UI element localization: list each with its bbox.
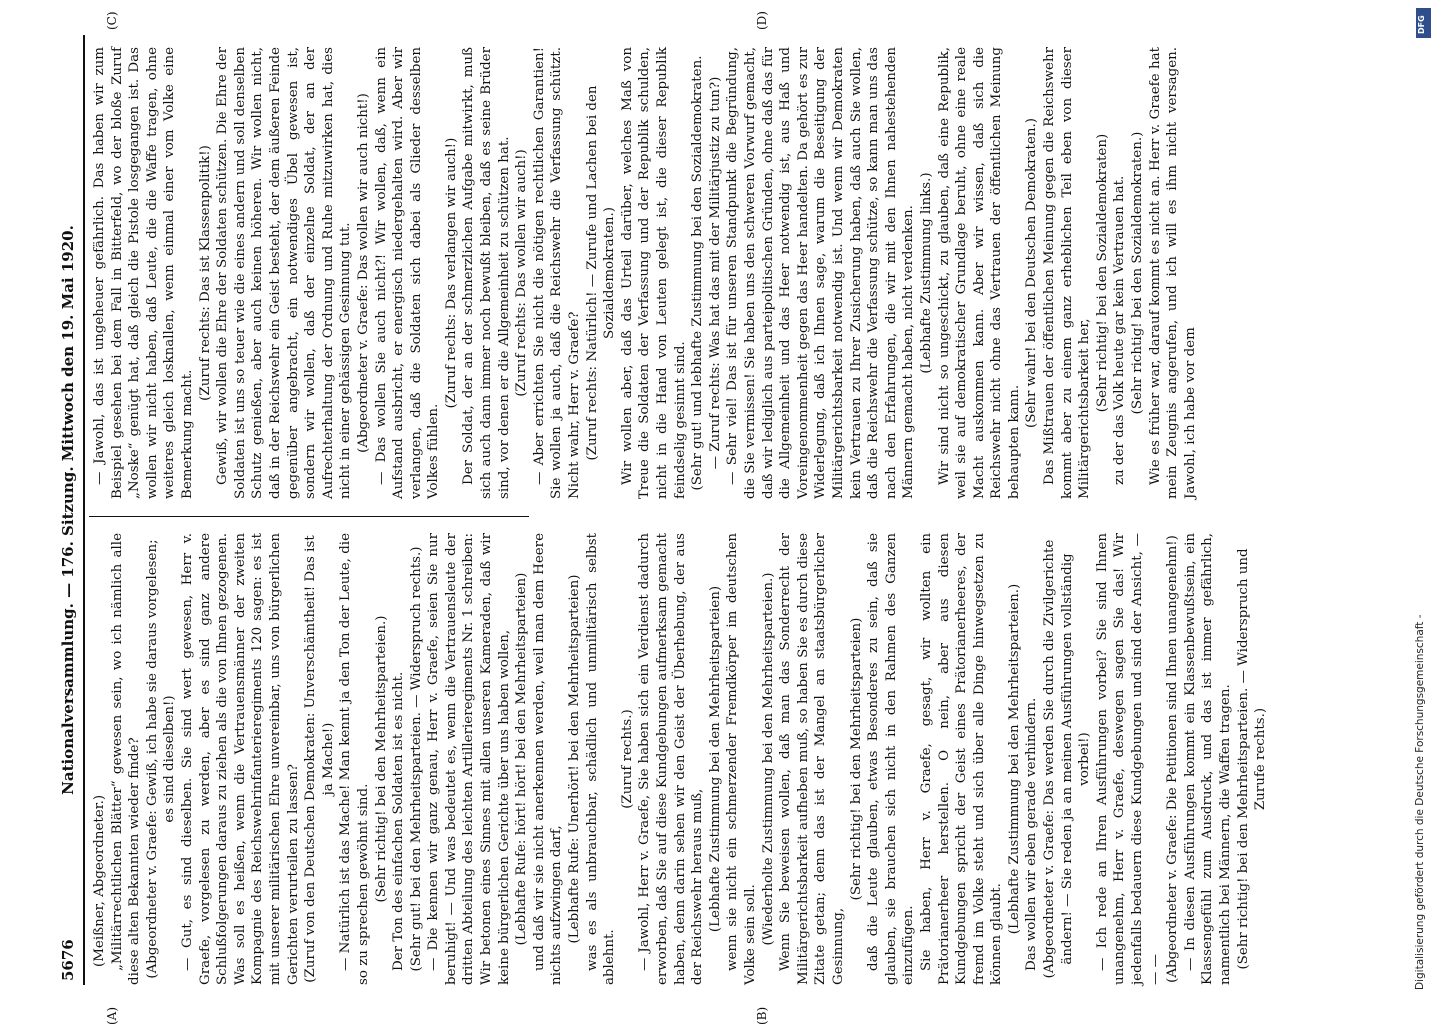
paragraph: — Sehr viel! Das ist für unseren Standpunkt die Begründung, die Sie vermissen! Sie haben uns den schweren Vorwurf gemacht, daß wir lediglich aus parteipolitischen Gründen, ohne daß das für die Allgemeinheit und das Heer notwendig ist, aus Haß und Voreingenommenheit gegen das Heer handelten. Da gehört es zur Widerlegung, daß ich Ihnen sage, warum die Beseitigung der Militärgerichtsbarkeit notwendig ist. Und wenn wir Demokraten kein Vertrauen zu Ihrer Zusicherung haben, daß auch Sie wollen, daß die Reichswehr die Verfassung schütze, so kann man uns das nach den Erfahrungen, die wir mit den Ihnen nahestehenden Männern gemacht haben, nicht verdenken.	[725, 47, 917, 499]
page-title: Nationalversammlung. — 176. Sitzung. Mittwoch den 19. Mai 1920.	[59, 225, 77, 795]
paragraph: — Jawohl, Herr v. Graefe, Sie haben sich ein Verdienst dadurch erworben, daß Sie auf diese Kundgebungen aufmerksam gemacht haben, denn darin sehen wir den Geist der Überhebung, der aus der Reichswehr heraus muß,	[637, 533, 706, 985]
interjection: (Lebhafte Zustimmung bei den Mehrheitsparteien)	[707, 585, 723, 933]
right-column	[91, 47, 1199, 499]
paragraph: Das wollen wir eben gerade verhindern.	[1024, 697, 1040, 971]
interjection: (Zuruf rechts: Natürlich! — Zurufe und Lachen bei den Sozialdemokraten.)	[584, 85, 618, 461]
interjection: (Zuruf von den Deutschen Demokraten: Unverschämtheit! Das ist ja Mache!)	[303, 535, 336, 983]
interjection: (Abgeordneter v. Graefe: Das wollen wir auch nicht!)	[355, 93, 371, 453]
paragraph: „Militärrechtlichen Blätter“ gewesen sein, wo ich nämlich alle diese alten Bekannten wieder finde?	[109, 533, 143, 985]
left-column	[91, 533, 1270, 985]
interjection: (Sehr richtig! bei den Sozialdemokraten)	[1094, 133, 1110, 413]
paragraph: — Die kennen wir ganz genau, Herr v. Graefe, seien Sie nur beruhigt! — Und was bedeutet es, wenn die Vertrauensleute der dritten Abteilung des leichten Artillerieregiments Nr. 1 schreiben: Wir betonen eines Sinnes mit allen unseren Kameraden, daß wir keine bürgerlichen Gerichte über uns haben wollen,	[426, 533, 512, 985]
paragraph: wenn sie nicht ein schmerzender Fremdkörper im deutschen Volke sein soll.	[725, 533, 758, 985]
interjection: (Sehr richtig! bei den Mehrheitsparteien. — Widerspruch und Zurufe rechts.)	[1235, 548, 1269, 970]
paragraph: — Aber errichten Sie nicht die nötigen rechtlichen Garantien! Sie wollen ja auch, daß die Reichswehr die Verfassung schützt. Nicht wahr, Herr v. Graefe?	[531, 47, 583, 499]
paragraph: (Meißner, Abgeordneter.)	[92, 794, 107, 967]
paragraph: Wie es früher war, darauf kommt es nicht an. Herr v. Graefe hat mein Zeugnis angerufen, und ich will es ihm nicht versagen. Jawohl, ich habe vor dem	[1147, 47, 1198, 499]
paragraph: — In diesen Ausführungen kommt ein Klassenbewußtsein, ein Klassengefühl zum Ausdruck, und das ist immer gefährlich, namentlich bei Männern, die Waffen tragen.	[1182, 533, 1233, 985]
paragraph: — Ich rede an Ihren Ausführungen vorbei? Sie sind Ihnen unangenehm, Herr v. Graefe, deswegen sagen Sie das! Wir jedenfalls bedauern diese Kundgebungen und sind der Ansicht, — — —	[1094, 533, 1163, 985]
paragraph: Der Ton des einfachen Soldaten ist es nicht.	[391, 671, 407, 971]
interjection: (Abgeordneter v. Graefe: Das werden Sie durch die Zivilgerichte ändern! — Sie reden ja an meinen Ausführungen vollständig vorbei!)	[1042, 539, 1093, 979]
paragraph: Wir sind nicht so ungeschickt, zu glauben, daß eine Republik, weil sie auf demokratischer Grundlage beruht, ohne eine reale Macht auskommen kann. Aber wir wissen, daß sich die Reichswehr nicht ohne das Vertrauen der öffentlichen Meinung behaupten kann.	[936, 47, 1022, 499]
header-rule	[83, 35, 85, 985]
page-header	[55, 35, 83, 985]
paragraph: — Natürlich ist das Mache! Man kennt ja den Ton der Leute, die so zu sprechen gewöhnt sind.	[338, 533, 371, 985]
interjection: (Abgeordneter v. Graefe: Die Petitionen sind Ihnen unangenehm!)	[1165, 535, 1181, 983]
column-divider	[89, 516, 529, 517]
dfg-logo-text: DFG	[1417, 15, 1426, 34]
interjection: (Sehr richtig! bei den Sozialdemokraten.)	[1130, 131, 1146, 415]
interjection: (Sehr richtig! bei den Mehrheitsparteien)	[848, 617, 864, 901]
interjection: (Lebhafte Zustimmung links.)	[918, 172, 934, 374]
interjection: (Lebhafte Rufe: hört! hört! bei den Mehrheitsparteien)	[514, 572, 530, 946]
interjection: (Sehr gut! bei den Mehrheitsparteien. — Widerspruch rechts.)	[408, 546, 424, 972]
margin-mark-a: (A)	[105, 1006, 119, 1025]
digitization-credit: Digitalisierung gefördert durch die Deutsche Forschungsgemeinschaft -	[1414, 614, 1426, 990]
paragraph: — Jawohl, das ist ungeheuer gefährlich. Das haben wir zum Beispiel gesehen bei dem Fall in Bitterfeld, wo der bloße Zuruf „Noske“ genügt hat, daß gleich die Pistole losgegangen ist. Das wollen wir nicht haben, daß Leute, die die Waffe tragen, ohne weiteres gleich losknallen, wenn einmal einer vom Volke eine Bemerkung macht.	[92, 47, 195, 499]
rotated-document-page	[55, 11, 1385, 1025]
interjection: (Wiederholte Zustimmung bei den Mehrheitsparteien.)	[760, 572, 776, 946]
interjection: (Zuruf rechts.)	[619, 709, 635, 809]
paragraph: und daß wir sie nicht anerkennen werden, weil man dem Heere nichts aufzwingen darf,	[531, 533, 565, 985]
paragraph: Das Mißtrauen der öffentlichen Meinung gegen die Reichswehr kommt aber zu einem ganz erheblichen Teil eben von dieser Militärgerichtsbarkeit her,	[1042, 47, 1093, 499]
margin-mark-d: (D)	[755, 11, 769, 30]
paragraph: — Das wollen Sie auch nicht?! Wir wollen, daß, wenn ein Aufstand ausbricht, er energisch niedergehalten wird. Aber wir verlangen, daß die Soldaten sich dabei als Glieder desselben Volkes fühlen.	[373, 47, 442, 499]
margin-mark-c: (C)	[105, 11, 119, 30]
paragraph: Der Soldat, der an der schmerzlichen Aufgabe mitwirkt, muß sich auch dann immer noch bewußt bleiben, daß es seine Brüder sind, vor denen er die Allgemeinheit zu schützen hat.	[461, 47, 512, 499]
paragraph: Wir wollen aber, daß das Urteil darüber, welches Maß von Treue die Soldaten der Verfassung und der Republik schulden, nicht in die Hand von Leuten gelegt ist, die dieser Republik feindselig gesinnt sind.	[619, 47, 688, 499]
paragraph: zu der das Volk heute gar kein Vertrauen hat.	[1112, 175, 1128, 485]
margin-mark-b: (B)	[755, 1006, 769, 1025]
paragraph: was es als unbrauchbar, schädlich und unmilitärisch selbst ablehnt.	[584, 533, 618, 985]
page-number: 5676	[59, 939, 77, 981]
interjection: (Zuruf rechts: Das ist Klassenpolitik!)	[197, 145, 213, 401]
dfg-logo	[1416, 8, 1431, 38]
paragraph: Sie haben, Herr v. Graefe, gesagt, wir wollten ein Prätorianerheer herstellen. O nein, aber aus diesen Kundgebungen spricht der Geist eines Prätorianerheeres, der fremd im Volke steht und sich über alle Dinge hinwegsetzen zu können glaubt.	[918, 533, 1005, 985]
interjection: (Lebhafte Zustimmung bei den Mehrheitsparteien.)	[1006, 583, 1022, 935]
paragraph: Wenn Sie beweisen wollen, daß man das Sonderrecht der Militärgerichtsbarkeit aufheben muß, so haben Sie es durch diese Zitate getan; denn das ist der Mangel an staatsbürgerlicher Gesinnung,	[778, 533, 846, 985]
interjection: (Lebhafte Rufe: Unerhört! bei den Mehrheitsparteien)	[567, 574, 583, 944]
interjection: (Sehr richtig! bei den Mehrheitsparteien.)	[373, 615, 389, 903]
interjection: (Zuruf rechts: Das verlangen wir auch!)	[443, 137, 459, 409]
interjection: (Abgeordneter v. Graefe: Gewiß, ich habe sie daraus vorgelesen; es sind dieselben!)	[144, 539, 178, 979]
paragraph: Gewiß, wir wollen die Ehre der Soldaten schützen. Die Ehre der Soldaten ist uns so teuer wie die eines andern und soll denselben Schutz genießen, aber auch keinen höheren. Wir wollen nicht, daß in der Reichswehr ein Geist besteht, der dem äußeren Feinde gegenüber angebracht, ein notwendiges Übel gewesen ist, sondern wir wollen, daß der einzelne Soldat, der an der Aufrechterhaltung der Ordnung und Ruhe mitzuwirken hat, dies nicht in einer gehässigen Gesinnung tut.	[215, 47, 354, 499]
interjection: (Zuruf rechts: Das wollen wir auch!)	[514, 149, 530, 397]
paragraph: — Gut, es sind dieselben. Sie sind wert gewesen, Herr v. Graefe, vorgelesen zu werden, aber es sind ganz andere Schlußfolgerungen daraus zu ziehen als die von Ihnen gezogenen. Was soll es heißen, wenn die Vertrauensmänner der zweiten Kompagnie des Reichswehrinfanterieregiments 120 sagen: es ist mit unserer militärischen Ehre unvereinbar, uns von bürgerlichen Gerichten verurteilen zu lassen?	[179, 533, 301, 985]
paragraph: daß die Leute glauben, etwas Besonderes zu sein, daß sie glauben, sie brauchen sich nicht in den Rahmen des Ganzen einzufügen.	[866, 533, 917, 985]
interjection: (Sehr gut! und lebhafte Zustimmung bei den Sozialdemokraten. — Zuruf rechts: Was hat das mit der Militärjustiz zu tun?)	[690, 55, 723, 491]
interjection: (Sehr wahr! bei den Deutschen Demokraten.)	[1024, 118, 1040, 428]
